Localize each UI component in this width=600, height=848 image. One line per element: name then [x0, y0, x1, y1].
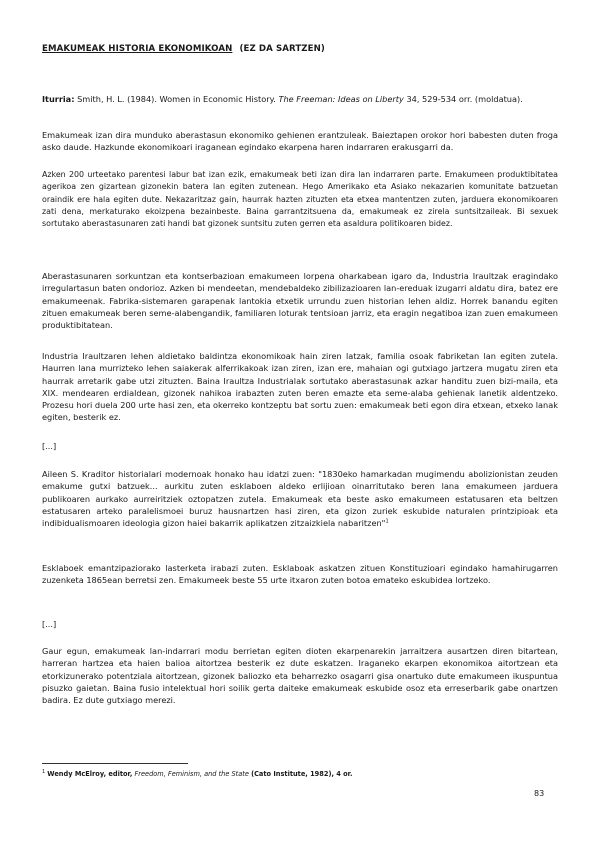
title-note: (EZ DA SARTZEN): [239, 44, 325, 54]
paragraph-1: Emakumeak izan dira munduko aberastasun ekonomiko gehienen erantzuleak. Baieztapen orokor hori babesten duten froga asko daude. Hazkunde ekonomikoari iraganean egindako ekarpena haren indarraren erakusgarri da.: [42, 130, 558, 153]
ellipsis-2: [...]: [42, 619, 57, 629]
source-citation: [42, 94, 558, 106]
footnote-book: Freedom, Feminism, and the State: [134, 770, 249, 778]
source-authors: Smith, H. L. (1984). Women in Economic History.: [77, 94, 276, 104]
title-main: EMAKUMEAK HISTORIA EKONOMIKOAN: [42, 44, 233, 54]
source-label: Iturria:: [42, 94, 75, 104]
footnote-divider: [42, 763, 188, 764]
footnote-author: Wendy McElroy, editor,: [47, 770, 133, 778]
page-number: 83: [534, 789, 545, 798]
source-journal: The Freeman: Ideas on Liberty: [278, 94, 404, 104]
paragraph-6: Esklaboek emantzipaziorako lasterketa irabazi zuten. Esklaboak askatzen zituen Konstituzioari egindako hamahirugarren zuzenketa 1865ean berretsi zen. Emakumeek beste 55 urte itxaron zuten botoa emateko eskubidea lortzeko.: [42, 563, 558, 586]
footnote-rest: (Cato Institute, 1982), 4 or.: [251, 770, 353, 778]
footnote-marker: 1: [42, 768, 46, 775]
source-rest: 34, 529-534 orr. (moldatua).: [406, 94, 523, 104]
footnote: [42, 770, 353, 778]
paragraph-2: Azken 200 urteetako parentesi labur bat izan ezik, emakumeak beti izan dira lan indarraren parte. Emakumeen produktibitatea agerikoa zen gizartean gizonekin batera lan egiten zutenean. Hego Amerikako eta Asiako nekazarien komunitate batzuetan oraindik ere hala egiten dute. Nekazaritzaz gain, haurrak hazten zituzten eta etxea mantentzen zuten, jarduera ekonomikoaren zati dena, merkaturako ekoizpena bezainbeste. Baina garrantzitsuena da, emakumeak ez zirela suntsitzaileak. Bi sexuek sortutako aberastasunaren zati handi bat gizonek suntsitu zuten gerren eta asaldura politikoaren bidez.: [42, 170, 558, 229]
footnote-ref: 1: [385, 518, 389, 525]
paragraph-5: [42, 468, 558, 529]
ellipsis-1: [...]: [42, 441, 57, 451]
paragraph-4: Industria Iraultzaren lehen aldietako baldintza ekonomikoak hain ziren latzak, familia osoak fabriketan lan egiten zutela. Haurren lana murrizteko lehen saiakerak alferrikakoak izan ziren, izan ere, mahaian ogi gutxiago jartzera mugatu ziren eta haurrak arretarik gabe utzi zituzten. Baina Iraultza Industrialak sortutako aberastasunak azkar handitu zuen bizi-maila, eta XIX. mendearen erdialdean, gizonek nahikoa irabazten zuten beren emazte eta seme-alaba gehienak lanetik aldentzeko. Prozesu hori duela 200 urte hasi zen, eta okerreko kontzeptu bat sortu zuen: emakumeak beti egon dira etxean, etxeko lanak egiten, besterik ez.: [42, 351, 558, 423]
page-title: [42, 44, 325, 54]
paragraph-3: Aberastasunaren sorkuntzan eta kontserbazioan emakumeen lorpena oharkabean igaro da, Industria Iraultzak eragindako irregulartasun baten ondorioz. Azken bi mendeetan, mendebaldeko zibilizazioaren lan-ereduak izugarri aldatu dira, batez ere emakumeenak. Fabrika-sistemaren garapenak lantokia etxetik urrundu zuen historian lehen aldiz. Horrek banandu egiten zituen emakumeak beren seme-alabengandik, familiaren loturak tentsioan jarriz, eta eragin negatiboa izan zuen emakumeen produktibitatean.: [42, 271, 558, 331]
paragraph-7: Gaur egun, emakumeak lan-indarrari modu berrietan egiten dioten ekarpenarekin jarraitzera ausartzen diren bitartean, harreran hartzea eta haien balioa aitortzea besterik ez dute eskatzen. Iraganeko ekarpen ekonomikoa aitortzean eta etorkizunerako potentziala aitortzean, gizonek baliozko eta beharrezko osagarri gisa onartuko dute emakumeen ikuspuntua pisuzko gaietan. Baina fusio intelektual hori soilik gerta daiteke emakumeak eskubide osoz eta erreserbarik gabe onartzen badira. Ez dute gutxiago merezi.: [42, 646, 558, 706]
paragraph-5-text: Aileen S. Kraditor historialari modernoak honako hau idatzi zuen: "1830eko hamarkadan mugimendu abolizionistan zeuden emakume gutxi batzuek... aurkitu zuten esklaboen aldeko erlijioan oinarritutako beren lana emakumeen jarduera publikoaren aurkako aurreiritziek oztopatzen zutela. Emakumeak eta beste asko emakumeen estatusaren eta beltzen estatusaren arteko paralelismoei buruz hausnartzen hasi ziren, eta gizon zuriek eskubide naturalen printzipioak eta indibidualismoaren ideologia gizon haiei bakarrik aplikatzen zitzaizkiela nabaritzen": [42, 469, 558, 529]
